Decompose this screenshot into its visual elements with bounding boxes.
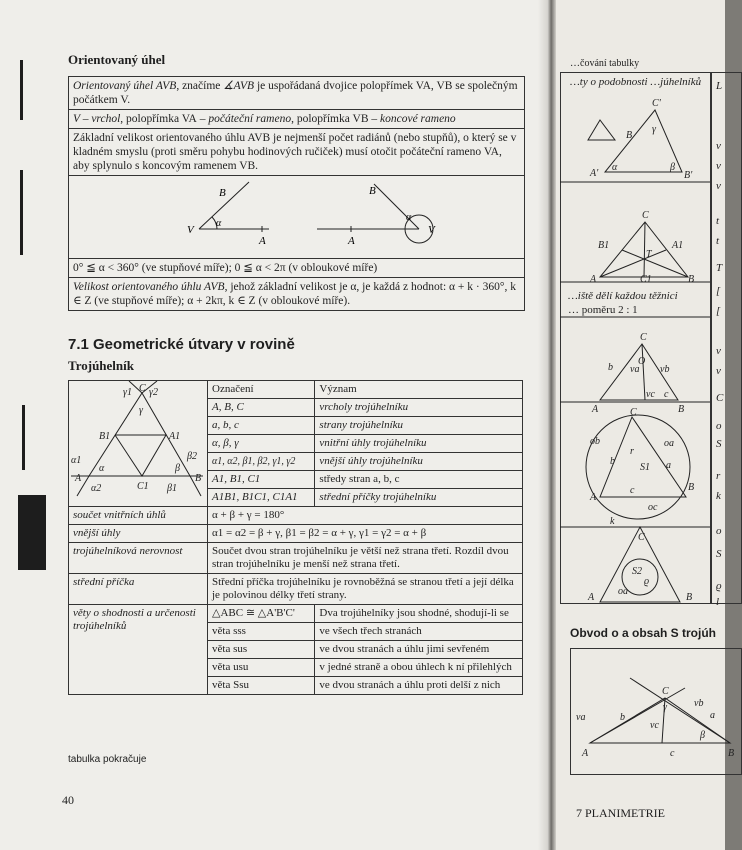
label: B [688,274,695,285]
label-c: C [139,383,146,394]
label-c1: C1 [137,481,149,492]
label: C [630,407,637,418]
margin-bar [20,170,23,255]
column-letter: v [716,180,721,192]
column-letter: k [716,490,721,502]
def-text: je uspořádaná dvojice polopřímek VA, VB se společným počátkem V. [73,80,518,106]
label: b [620,712,625,723]
label: ϱ [644,576,650,587]
row-label: …ty o podobnosti …júhelníků [570,76,702,88]
column-letter: r [716,470,721,482]
continuation-header: …čování tabulky [570,58,640,69]
triangle-figure-cell [69,381,208,507]
angle-symbol: ∡AVB [223,80,255,92]
label: vc [646,389,655,400]
column-letter: T [716,262,723,274]
label: oc [648,502,658,513]
column-letter: o [716,525,722,537]
label: B [688,482,695,493]
notation-cell: α1, α2, β1, β2, γ1, γ2 [208,453,315,471]
label: C' [652,98,661,109]
theorem-name: věta sus [208,641,315,659]
column-letter: S [716,438,722,450]
continuation-note: tabulka pokračuje [68,754,147,765]
theorem-name: věta usu [208,659,315,677]
area-figure [570,648,740,773]
notation-cell: α, β, γ [208,435,315,453]
label-b-2: B [369,185,376,197]
subsection-title: Trojúhelník [68,358,134,373]
section-title: 7.1 Geometrické útvary v rovině [68,336,295,353]
label-b: B [195,473,202,484]
notation-cell: A1B1, B1C1, C1A1 [208,489,315,507]
def-text: , značíme [176,80,224,92]
centroid-text: …iště dělí každou těžnici [568,290,678,302]
label: T [646,249,652,260]
meaning-cell: vrcholy trojúhelníku [315,399,523,417]
oriented-angle-figure [69,176,524,258]
label-a: A [75,473,82,484]
label-alpha: α [216,218,222,229]
label: c [670,748,675,759]
right-page [556,0,735,850]
section-heading: Orientovaný úhel [68,52,166,67]
table-row [69,605,523,623]
def-term: V [73,113,80,125]
meaning-cell: vnější úhly trojúhelníku [315,453,523,471]
meaning-cell: středy stran a, b, c [315,471,523,489]
label: A' [590,168,599,179]
property-value: α1 = α2 = β + γ, β1 = β2 = α + γ, γ1 = γ2 = α + β [208,525,523,543]
label: A1 [672,240,684,251]
theorem-text: ve dvou stranách a úhlu jimi sevřeném [315,641,523,659]
margin-bar [22,405,25,470]
notation-cell: A, B, C [208,399,315,417]
label: C [642,210,649,221]
table-row [69,525,523,543]
theorem-name: věta sss [208,623,315,641]
property-label: střední příčka [69,574,208,605]
label: r [630,446,634,457]
label: A [592,404,599,415]
label-a-2: A [348,235,355,247]
altitude [642,344,645,400]
column-letter: ϱ [716,580,722,592]
property-label: věty o shodnosti a určenosti trojúhelníků [69,605,208,695]
right-figures [560,72,710,602]
label: C [638,532,645,543]
def-text: , polopřímka VB [291,113,369,125]
label: c [664,389,669,400]
meaning-cell: Dva trojúhelníky jsou shodné, shodují-li se [315,605,523,623]
label: S2 [632,566,642,577]
notation-cell: A1, B1, C1 [208,471,315,489]
label: A [582,748,589,759]
theorem-text: v jedné straně a obou úhlech k ní přilehlých [315,659,523,677]
label-gamma: γ [139,405,143,416]
property-value: Součet dvou stran trojúhelníku je větší než strana třetí. Rozdíl dvou stran trojúhelníku je menší než strana třetí. [208,543,523,574]
label-v: V [187,224,194,236]
property-label: trojúhelníková nerovnost [69,543,208,574]
triangle-figure [69,381,207,499]
def-term: – počáteční rameno [196,113,292,125]
label-a1: A1 [169,431,181,442]
column-letter: v [716,140,721,152]
column-letter: t [716,215,720,227]
page-number: 40 [62,793,74,807]
property-label: součet vnitřních úhlů [69,507,208,525]
definition-row [69,110,524,129]
label: k [610,516,615,527]
label: ob [590,436,600,447]
label: oa [618,586,628,597]
column-letter: L [716,80,723,92]
table-frame-col [710,72,742,604]
label: B [686,592,693,603]
label-alpha2: α2 [91,483,102,494]
label: S1 [640,462,650,473]
label: A [590,492,597,503]
label: α [612,162,618,173]
circumcircle [586,415,690,519]
label: a [710,710,715,721]
def-term: Velikost orientovaného úhlu AVB [73,281,225,293]
label: vb [660,364,670,375]
label-gamma2: γ2 [149,387,158,398]
table-row [69,381,523,399]
medial-triangle [115,435,166,476]
label: A [590,274,597,285]
table-row [69,543,523,574]
definition-row [69,278,524,310]
meaning-cell: strany trojúhelníku [315,417,523,435]
label: B' [684,170,693,181]
theorem-name: věta Ssu [208,677,315,695]
def-term: – koncové rameno [368,113,456,125]
column-letter: S [716,548,722,560]
definition-row [69,77,524,110]
property-value: α + β + γ = 180° [208,507,523,525]
label: γ [652,124,656,135]
label-alpha1: α1 [71,455,82,466]
column-letter: o [716,420,722,432]
theorem-text: ve všech třech stranách [315,623,523,641]
theorem-text: ve dvou stranách a úhlu proti delší z nich [315,677,523,695]
margin-tab [18,495,46,570]
label-gamma1: γ1 [123,387,132,398]
label-b1: B1 [99,431,111,442]
triangle-table [68,380,523,695]
small-triangle [588,120,615,140]
label-beta: β [175,463,180,474]
centroid-text: … poměru 2 : 1 [568,304,638,316]
label: va [630,364,640,375]
label-v-2: V [428,224,435,236]
label-alpha: α [99,463,105,474]
notation-cell: a, b, c [208,417,315,435]
label: oa [664,438,674,449]
def-term: Orientovaný úhel AVB [73,80,177,92]
ray-vb-2 [374,184,419,229]
def-text: , polopřímka VA [120,113,197,125]
label-beta1: β1 [167,483,177,494]
definition-box [68,76,525,311]
table-row [69,507,523,525]
ext-altitude [590,688,685,743]
label: B [678,404,685,415]
def-text: , jehož základní velikost je α, je každá z hodnot: α + k · 360°, k ∈ Z (ve stupňové míře); α + 2kπ, k ∈ Z (v obloukové míře). [73,281,516,307]
column-letter: v [716,365,721,377]
notation-cell: △ABC ≅ △A'B'C' [208,605,315,623]
label: β [670,162,675,173]
table-row [69,574,523,605]
label: O [638,356,646,367]
column-letter: C [716,392,724,404]
label: vc [650,720,659,731]
label: B1 [598,240,610,251]
label: b [610,456,615,467]
column-letter: v [716,345,721,357]
label: vb [694,698,704,709]
angle-figure-row [69,176,524,259]
label-beta2: β2 [187,451,197,462]
property-value: Střední příčka trojúhelníku je rovnoběžná se stranou třetí a její délka je polovinou délky třetí strany. [208,574,523,605]
label: C1 [640,274,652,285]
column-letter: [ [716,285,721,297]
median [644,222,645,277]
label: a [666,460,671,471]
definition-row: Základní velikost orientovaného úhlu AVB je nejmenší počet radiánů (nebo stupňů), o který se v kladném smyslu (proti směru pohybu hodinových ručiček) musí otočit počáteční rameno VA, aby splynulo s koncovým ramenem VB. [69,129,524,176]
label: B [728,748,735,759]
label: β [700,730,705,741]
column-letter: [ [716,305,721,317]
label-b: B [219,187,226,199]
label: va [576,712,586,723]
margin-bar [20,60,23,120]
property-label: vnější úhly [69,525,208,543]
meaning-cell: střední příčky trojúhelníku [315,489,523,507]
label: C [640,332,647,343]
def-term: – vrchol [79,113,121,125]
column-header: Označení [208,381,315,399]
column-letter: t [716,235,720,247]
column-letter: l [716,596,720,608]
chapter-footer: 7 PLANIMETRIE [576,806,665,820]
column-header: Význam [315,381,523,399]
label-a: A [259,235,266,247]
label: γ [663,702,667,713]
label: c [630,485,635,496]
label: b [608,362,613,373]
area-triangle [590,698,730,743]
label-alpha-2: α [406,212,412,223]
column-letter: v [716,160,721,172]
meaning-cell: vnitřní úhly trojúhelníku [315,435,523,453]
label: C [662,686,669,697]
label: A [588,592,595,603]
perimeter-area-title: Obvod o a obsah S trojúh [570,626,717,640]
definition-row: 0° ≦ α < 360° (ve stupňové míře); 0 ≦ α < 2π (v obloukové míře) [69,259,524,278]
label: B [626,130,633,141]
